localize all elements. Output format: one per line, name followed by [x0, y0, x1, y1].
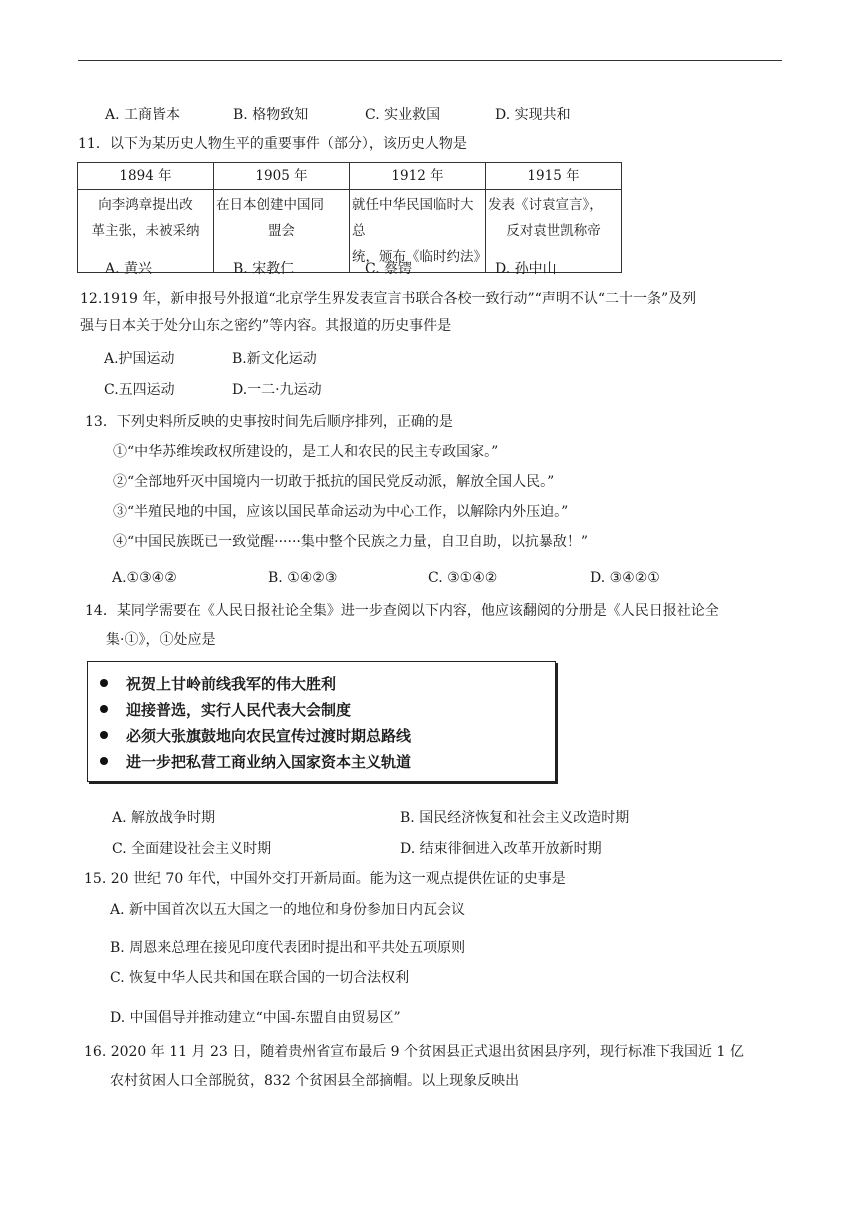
q13-stem: 13．下列史料所反映的史事按时间先后顺序排列，正确的是: [85, 414, 453, 430]
q14-option-c[interactable]: C. 全面建设社会主义时期: [112, 841, 272, 857]
q15-option-b[interactable]: B. 周恩来总理在接见印度代表团时提出和平共处五项原则: [110, 940, 466, 956]
q14-option-d[interactable]: D. 结束徘徊进入改革开放新时期: [400, 841, 602, 857]
bullet-icon: [100, 731, 108, 739]
q12-option-d[interactable]: D.一二·九运动: [232, 382, 322, 398]
q14-box-text: 必须大张旗鼓地向农民宣传过渡时期总路线: [126, 727, 412, 745]
q12-option-b[interactable]: B.新文化运动: [232, 351, 317, 367]
q10-option-a[interactable]: A. 工商皆本: [105, 107, 181, 123]
q13-option-a[interactable]: A.①③④②: [112, 570, 177, 586]
q11-event-line: 发表《讨袁宣言》，: [488, 197, 603, 213]
q14-option-a[interactable]: A. 解放战争时期: [112, 810, 216, 826]
q11-event-line: 革主张，未被采纳: [91, 223, 200, 239]
bullet-icon: [100, 705, 108, 713]
q13-options: [112, 570, 792, 590]
q14-option-b[interactable]: B. 国民经济恢复和社会主义改造时期: [400, 810, 630, 826]
q13-item-2: ②“全部地歼灭中国境内一切敢于抵抗的国民党反动派，解放全国人民。”: [113, 474, 555, 490]
q14-box-item: [100, 672, 336, 696]
q12-option-c[interactable]: C.五四运动: [104, 382, 175, 398]
q15-option-c[interactable]: C. 恢复中华人民共和国在联合国的一切合法权利: [110, 970, 410, 986]
q14-box-item: [100, 750, 411, 774]
q14-stem-line-2: 集·①》，①处应是: [106, 632, 216, 648]
header-rule: [78, 60, 782, 61]
q11-event-line: 在日本创建中国同: [216, 197, 324, 213]
q14-box-item: [100, 698, 351, 722]
q14-editorial-box: [87, 661, 556, 782]
q12-stem-line-2: 强与日本关于处分山东之密约”等内容。其报道的历史事件是: [80, 318, 452, 334]
q15-option-a[interactable]: A. 新中国首次以五大国之一的地位和身份参加日内瓦会议: [110, 902, 466, 918]
q11-event-line: 盟会: [268, 223, 295, 239]
q13-option-c[interactable]: C. ③①④②: [428, 570, 498, 586]
q11-year-cell: 1915 年: [486, 163, 622, 190]
q11-option-d[interactable]: D. 孙中山: [495, 261, 557, 277]
q13-option-b[interactable]: B. ①④②③: [268, 570, 338, 586]
q11-option-b[interactable]: B. 宋教仁: [233, 261, 295, 277]
q14-box-text: 祝贺上甘岭前线我军的伟大胜利: [126, 675, 337, 693]
q11-event-line: 向李鸿章提出改: [98, 197, 193, 213]
q11-event-line: 就任中华民国临时大总: [352, 197, 474, 239]
q10-option-d[interactable]: D. 实现共和: [495, 107, 571, 123]
q11-timeline-table: [77, 162, 622, 273]
q10-option-b[interactable]: B. 格物致知: [233, 107, 309, 123]
bullet-icon: [100, 757, 108, 765]
q13-item-3: ③“半殖民地的中国，应该以国民革命运动为中心工作，以解除内外压迫。”: [113, 504, 569, 520]
q11-options: [105, 258, 785, 278]
q11-option-c[interactable]: C. 蔡锷: [365, 261, 413, 277]
q11-stem: 11．以下为某历史人物生平的重要事件（部分），该历史人物是: [78, 136, 467, 152]
q10-options: [105, 104, 785, 124]
q13-item-4: ④“中国民族既已一致觉醒······集中整个民族之力量，自卫自助，以抗暴敌！”: [113, 534, 589, 550]
q12-option-a[interactable]: A.护国运动: [104, 351, 175, 367]
q12-stem-line-1: 12.1919 年，新申报号外报道“北京学生界发表宣言书联合各校一致行动”“声明不认“二十一条”及列: [80, 291, 697, 307]
q10-option-c[interactable]: C. 实业救国: [365, 107, 441, 123]
q14-box-text: 进一步把私营工商业纳入国家资本主义轨道: [126, 753, 412, 771]
q11-year-cell: 1894 年: [78, 163, 214, 190]
q11-event-line: 统，颁布《临时约法》: [352, 249, 487, 265]
q15-option-d[interactable]: D. 中国倡导并推动建立“中国-东盟自由贸易区”: [110, 1010, 401, 1026]
q14-box-text: 迎接普选，实行人民代表大会制度: [126, 701, 352, 719]
q16-stem-line-2: 农村贫困人口全部脱贫，832 个贫困县全部摘帽。以上现象反映出: [110, 1073, 520, 1089]
q11-year-cell: 1912 年: [350, 163, 486, 190]
q13-item-1: ①“中华苏维埃政权所建设的，是工人和农民的民主专政国家。”: [113, 444, 499, 460]
q16-stem-line-1: 16. 2020 年 11 月 23 日，随着贵州省宣布最后 9 个贫困县正式退出贫困县序列，现行标准下我国近 1 亿: [84, 1044, 744, 1060]
q11-event-line: 反对袁世凯称帝: [506, 223, 601, 239]
q15-stem: 15. 20 世纪 70 年代，中国外交打开新局面。能为这一观点提供佐证的史事是: [84, 871, 566, 887]
q11-year-cell: 1905 年: [214, 163, 350, 190]
bullet-icon: [100, 679, 108, 687]
q11-option-a[interactable]: A. 黄兴: [105, 261, 153, 277]
q14-stem-line-1: 14．某同学需要在《人民日报社论全集》进一步查阅以下内容，他应该翻阅的分册是《人民日报社论全: [85, 603, 719, 619]
q14-box-item: [100, 724, 411, 748]
q13-option-d[interactable]: D. ③④②①: [590, 570, 660, 586]
